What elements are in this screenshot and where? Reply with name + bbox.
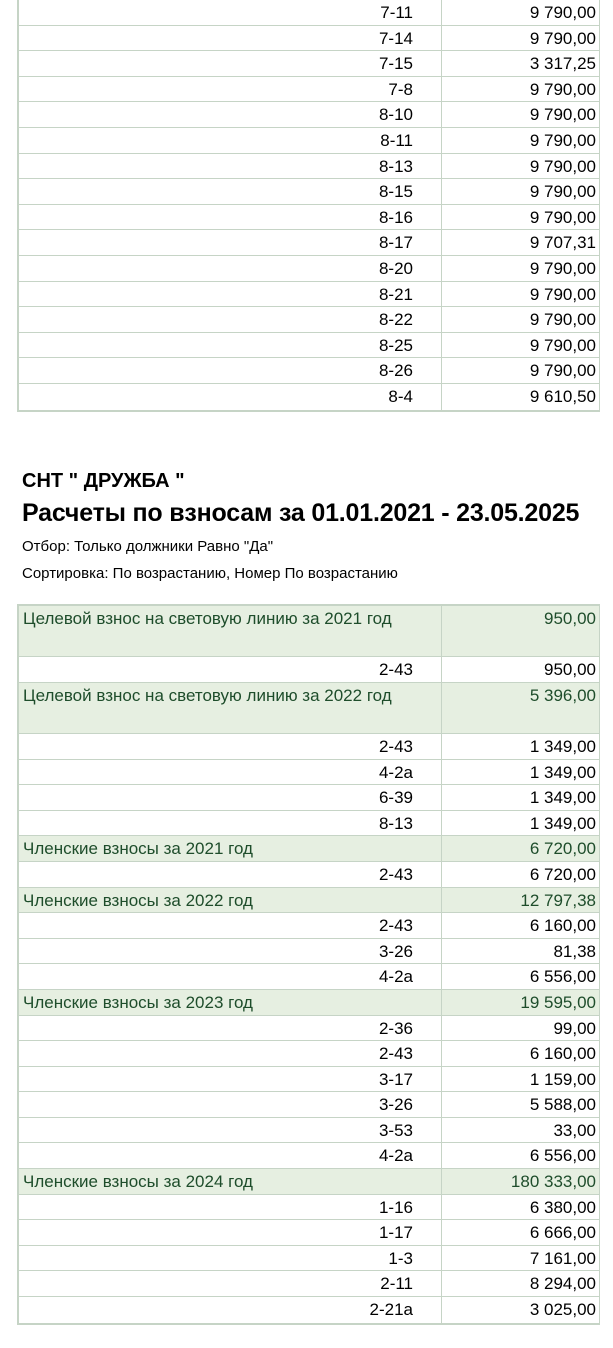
group-header-row <box>19 606 599 657</box>
plot-number: 3-26 <box>19 1092 442 1117</box>
group-header-row <box>19 1169 599 1195</box>
group-header-row <box>19 990 599 1016</box>
debt-amount: 9 790,00 <box>529 156 596 176</box>
debt-amount: 9 790,00 <box>529 105 596 125</box>
table-row <box>19 282 599 308</box>
table-row <box>19 1143 599 1169</box>
plot-number: 3-17 <box>19 1067 442 1092</box>
group-total: 180 333,00 <box>510 1172 596 1192</box>
debt-amount: 7 161,00 <box>529 1248 596 1268</box>
plot-number: 8-16 <box>19 205 442 230</box>
plot-number: 7-14 <box>19 26 442 51</box>
table-row <box>19 230 599 256</box>
table-row <box>19 1297 599 1323</box>
plot-number: 8-26 <box>19 358 442 383</box>
plot-number: 4-2а <box>19 964 442 989</box>
debt-amount: 1 349,00 <box>529 736 596 756</box>
debt-amount: 9 790,00 <box>529 3 596 22</box>
debt-amount: 1 349,00 <box>529 813 596 833</box>
table-row <box>19 26 599 52</box>
plot-number: 4-2а <box>19 760 442 785</box>
plot-number: 8-13 <box>19 811 442 836</box>
table-row <box>19 862 599 888</box>
plot-number: 8-10 <box>19 102 442 127</box>
debt-amount: 33,00 <box>553 1120 596 1140</box>
debt-amount: 9 790,00 <box>529 258 596 278</box>
table-row <box>19 913 599 939</box>
debt-amount: 5 588,00 <box>529 1095 596 1115</box>
group-title: Членские взносы за 2024 год <box>19 1169 442 1194</box>
debt-amount: 9 790,00 <box>529 28 596 48</box>
table-row <box>19 179 599 205</box>
debt-amount: 950,00 <box>544 660 596 680</box>
table-row <box>19 307 599 333</box>
plot-number: 2-43 <box>19 734 442 759</box>
plot-number: 2-43 <box>19 1041 442 1066</box>
debt-amount: 1 349,00 <box>529 762 596 782</box>
debt-amount: 81,38 <box>553 941 596 961</box>
group-total: 5 396,00 <box>529 685 596 705</box>
debt-amount: 3 317,25 <box>529 54 596 74</box>
group-total: 6 720,00 <box>529 839 596 859</box>
debt-amount: 9 790,00 <box>529 130 596 150</box>
debt-amount: 99,00 <box>553 1018 596 1038</box>
debt-amount: 6 160,00 <box>529 916 596 936</box>
debt-amount: 6 666,00 <box>529 1223 596 1243</box>
table-row <box>19 128 599 154</box>
table-row <box>19 384 599 410</box>
plot-number: 6-39 <box>19 785 442 810</box>
table-row <box>19 51 599 77</box>
plot-number: 8-20 <box>19 256 442 281</box>
table-row <box>19 1195 599 1221</box>
debt-amount: 6 556,00 <box>529 967 596 987</box>
plot-number: 2-11 <box>19 1271 442 1296</box>
table-row <box>19 1016 599 1042</box>
plot-number: 8-17 <box>19 230 442 255</box>
report-sort: Сортировка: По возрастанию, Номер По возрастанию <box>22 565 398 582</box>
table-row <box>19 811 599 837</box>
plot-number: 8-13 <box>19 154 442 179</box>
group-total: 950,00 <box>544 609 596 628</box>
table-row <box>19 1067 599 1093</box>
table-row <box>19 154 599 180</box>
plot-number: 7-11 <box>19 0 442 25</box>
debt-amount: 1 159,00 <box>529 1069 596 1089</box>
plot-number: 1-17 <box>19 1220 442 1245</box>
table-row <box>19 1118 599 1144</box>
table-row <box>19 964 599 990</box>
table-row <box>19 205 599 231</box>
debt-amount: 9 790,00 <box>529 284 596 304</box>
debt-amount: 9 707,31 <box>529 233 596 253</box>
report-filter: Отбор: Только должники Равно "Да" <box>22 538 274 555</box>
group-header-row <box>19 888 599 914</box>
table-row <box>19 102 599 128</box>
group-title: Членские взносы за 2021 год <box>19 836 442 861</box>
plot-number: 3-53 <box>19 1118 442 1143</box>
table-row <box>19 760 599 786</box>
table-row <box>19 1220 599 1246</box>
plot-number: 1-16 <box>19 1195 442 1220</box>
plot-number: 2-43 <box>19 862 442 887</box>
debt-amount: 8 294,00 <box>529 1274 596 1294</box>
plot-number: 8-15 <box>19 179 442 204</box>
plot-number: 7-15 <box>19 51 442 76</box>
table-row <box>19 785 599 811</box>
plot-number: 2-43 <box>19 913 442 938</box>
debt-amount: 9 790,00 <box>529 182 596 202</box>
plot-number: 2-43 <box>19 657 442 682</box>
table-row <box>19 1246 599 1272</box>
plot-number: 8-22 <box>19 307 442 332</box>
plot-number: 1-3 <box>19 1246 442 1271</box>
table-row <box>19 0 599 26</box>
group-header-row <box>19 683 599 734</box>
debt-amount: 6 160,00 <box>529 1044 596 1064</box>
plot-number: 2-36 <box>19 1016 442 1041</box>
table-row <box>19 77 599 103</box>
debt-amount: 6 556,00 <box>529 1146 596 1166</box>
table-row <box>19 1271 599 1297</box>
group-title: Членские взносы за 2022 год <box>19 888 442 913</box>
group-total: 19 595,00 <box>520 992 596 1012</box>
group-header-row <box>19 836 599 862</box>
organization-name: СНТ " ДРУЖБА " <box>22 470 185 492</box>
table-row <box>19 256 599 282</box>
table-row <box>19 358 599 384</box>
debt-amount: 6 380,00 <box>529 1197 596 1217</box>
plot-number: 3-26 <box>19 939 442 964</box>
group-title: Членские взносы за 2023 год <box>19 990 442 1015</box>
table-row <box>19 333 599 359</box>
table-row <box>19 939 599 965</box>
plot-number: 8-4 <box>19 384 442 410</box>
debt-amount: 9 790,00 <box>529 79 596 99</box>
table-row <box>19 1092 599 1118</box>
plot-number: 7-8 <box>19 77 442 102</box>
debt-amount: 3 025,00 <box>529 1300 596 1320</box>
plot-number: 8-21 <box>19 282 442 307</box>
group-total: 12 797,38 <box>520 890 596 910</box>
debt-amount: 9 610,50 <box>529 386 596 406</box>
plot-number: 4-2а <box>19 1143 442 1168</box>
debts-table <box>17 604 600 1325</box>
plot-number: 8-25 <box>19 333 442 358</box>
debt-amount: 9 790,00 <box>529 361 596 381</box>
group-title: Целевой взнос на световую линию за 2022 год <box>19 683 442 733</box>
plot-number: 2-21а <box>19 1297 442 1323</box>
debt-amount: 6 720,00 <box>529 864 596 884</box>
plot-number: 8-11 <box>19 128 442 153</box>
debt-amount: 9 790,00 <box>529 335 596 355</box>
table-row <box>19 1041 599 1067</box>
debt-amount: 1 349,00 <box>529 788 596 808</box>
group-title: Целевой взнос на световую линию за 2021 год <box>19 606 442 656</box>
debt-amount: 9 790,00 <box>529 310 596 330</box>
debt-amount: 9 790,00 <box>529 207 596 227</box>
debts-table-continued <box>17 0 600 412</box>
report-title: Расчеты по взносам за 01.01.2021 - 23.05.2025 <box>22 499 580 527</box>
table-row <box>19 734 599 760</box>
table-row <box>19 657 599 683</box>
